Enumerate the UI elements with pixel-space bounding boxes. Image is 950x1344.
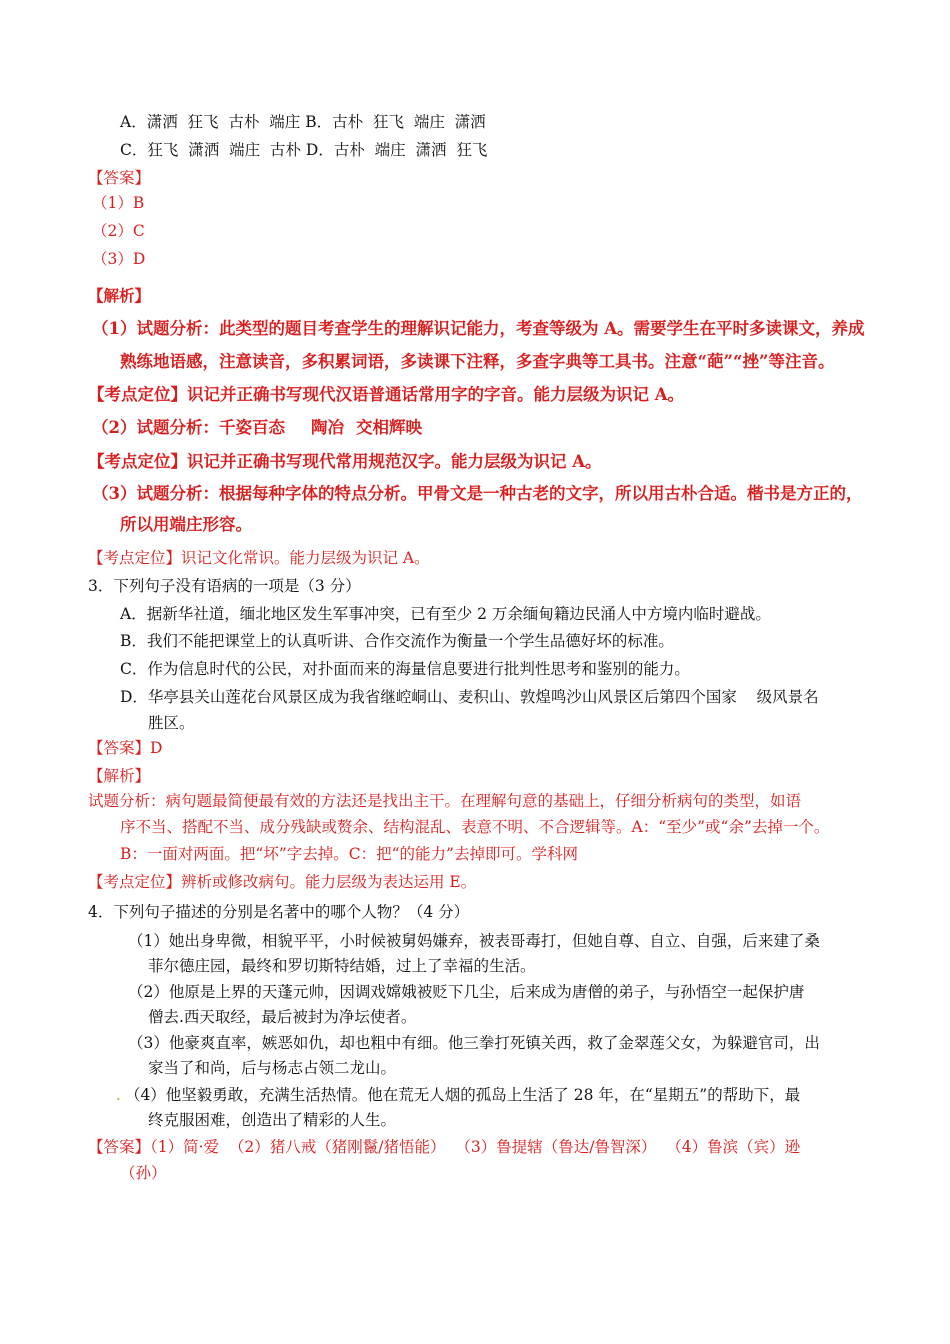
q2-analysis-p3-line-1: （3）试题分析：根据每种字体的特点分析。甲骨文是一种古老的文字，所以用古朴合适。楷书是方正的， (92, 484, 863, 503)
q3-option-a: A．据新华社道，缅北地区发生军事冲突，已有至少 2 万余缅甸籍边民涌人中方境内临时避战。 (120, 605, 771, 623)
q3-option-b: B．我们不能把课堂上的认真听讲、合作交流作为衡量一个学生品德好坏的标准。 (120, 632, 674, 650)
q2-option-a-text: 潇洒 狂飞 古朴 端庄 (146, 113, 301, 131)
q3-option-d-line-2: 胜区。 (148, 714, 195, 732)
q4-answer (88, 1136, 800, 1158)
q2-analysis-p2-kaodian: 【考点定位】识记并正确书写现代常用规范汉字。能力层级为识记 A。 (88, 452, 602, 471)
q4-stray-dot: . (116, 1086, 121, 1104)
q4-sentence-4-line-2: 终克服困难，创造出了精彩的人生。 (148, 1111, 397, 1129)
q2-answer-line-2: （2）C (92, 222, 145, 240)
q3-kaodian: 【考点定位】辨析或修改病句。能力层级为表达运用 E。 (88, 873, 477, 891)
q3-option-d-line-1: D．华亭县关山莲花台风景区成为我省继崆峒山、麦积山、敦煌鸣沙山风景区后第四个国家 级风景名 (120, 688, 819, 706)
q4-sentence-3-line-1: （3）他豪爽直率，嫉恶如仇，却也粗中有细。他三拳打死镇关西，救了金翠莲父女，为躲避官司，出 (128, 1034, 820, 1052)
q3-answer-heading: 【答案】 (88, 739, 151, 757)
q4-answer-line-2: （孙） (120, 1164, 167, 1182)
q2-analysis-p2-prefix: （2）试题分析： (92, 418, 219, 437)
q2-options-row-2 (120, 139, 487, 161)
q4-sentence-4-text: （4）他坚毅勇敢，充满生活热情。他在荒无人烟的孤岛上生活了 28 年，在“星期五”的帮助下，最 (124, 1086, 801, 1104)
q2-answer-line-3: （3）D (92, 250, 146, 268)
q2-analysis-p1-kaodian: 【考点定位】识记并正确书写现代汉语普通话常用字的字音。能力层级为识记 A。 (88, 385, 685, 404)
q2-option-a-label: A． (120, 113, 147, 131)
q4-answer-heading: 【答案】 (88, 1138, 151, 1156)
q3-answer (88, 737, 162, 759)
q2-options-row-1 (120, 111, 486, 133)
q2-option-d-text: 古朴 端庄 潇洒 狂飞 (333, 141, 488, 159)
q2-analysis-p2-word-3: 交相辉映 (355, 418, 422, 437)
q2-option-b-label: B． (305, 113, 333, 131)
q4-stem: 4．下列句子描述的分别是名著中的哪个人物？（4 分） (88, 903, 470, 921)
q2-analysis-p3-line-2: 所以用端庄形容。 (120, 515, 252, 534)
q3-analysis-heading: 【解析】 (88, 767, 151, 785)
q2-option-d-label: D． (305, 141, 334, 159)
q3-analysis-line-1: 试题分析：病句题最简便最有效的方法还是找出主干。在理解句意的基础上，仔细分析病句的类型，如语 (88, 792, 802, 810)
q2-option-c-text: 狂飞 潇洒 端庄 古朴 (147, 141, 301, 159)
q3-analysis-line-2: 序不当、搭配不当、成分残缺或赘余、结构混乱、表意不明、不合逻辑等。A：“至少”或“余”去掉一个。 (120, 818, 830, 836)
q4-sentence-3-line-2: 家当了和尚，后与杨志占领二龙山。 (148, 1059, 397, 1077)
q3-stem: 3．下列句子没有语病的一项是（3 分） (88, 577, 361, 595)
q2-analysis-p3-kaodian: 【考点定位】识记文化常识。能力层级为识记 A。 (88, 549, 430, 567)
q3-option-c: C．作为信息时代的公民，对扑面而来的海量信息要进行批判性思考和鉴别的能力。 (120, 660, 690, 678)
q2-option-c-label: C． (120, 141, 148, 159)
q4-sentence-4-line-1 (116, 1084, 800, 1106)
q3-answer-value: D (150, 739, 163, 757)
q2-analysis-p2-word-2: 陶冶 (310, 418, 344, 437)
q4-answer-line-1: （1）简·爱 （2）猪八戒（猪刚鬣/猪悟能） （3）鲁提辖（鲁达/鲁智深） （4）鲁滨（宾）逊 (150, 1138, 801, 1156)
q2-analysis-p1-line-1: （1）试题分析：此类型的题目考查学生的理解识记能力，考查等级为 A。需要学生在平时多读课文，养成 (92, 319, 865, 338)
q2-answer-heading: 【答案】 (88, 169, 151, 187)
q2-analysis-p2 (92, 417, 422, 439)
q2-analysis-p2-word-1: 千姿百态 (218, 418, 285, 437)
q4-sentence-1-line-2: 菲尔德庄园，最终和罗切斯特结婚，过上了幸福的生活。 (148, 957, 536, 975)
q4-sentence-2-line-1: （2）他原是上界的天蓬元帅，因调戏嫦娥被贬下几尘，后来成为唐僧的弟子，与孙悟空一起保护唐 (128, 983, 805, 1001)
q2-analysis-p1-line-2: 熟练地语感，注意读音，多积累词语，多读课下注释，多查字典等工具书。注意“葩”“挫”等注音。 (120, 352, 835, 371)
q3-analysis-line-3: B：一面对两面。把“坏”字去掉。C：把“的能力”去掉即可。学科网 (120, 845, 578, 863)
q2-analysis-heading: 【解析】 (88, 286, 151, 305)
q4-sentence-1-line-1: （1）她出身卑微，相貌平平，小时候被舅妈嫌弃，被表哥毒打，但她自尊、自立、自强，后来建了桑 (128, 932, 820, 950)
q4-sentence-2-line-2: 僧去.西天取经，最后被封为净坛使者。 (148, 1008, 417, 1026)
q2-option-b-text: 古朴 狂飞 端庄 潇洒 (332, 113, 486, 131)
q2-answer-line-1: （1）B (92, 194, 145, 212)
